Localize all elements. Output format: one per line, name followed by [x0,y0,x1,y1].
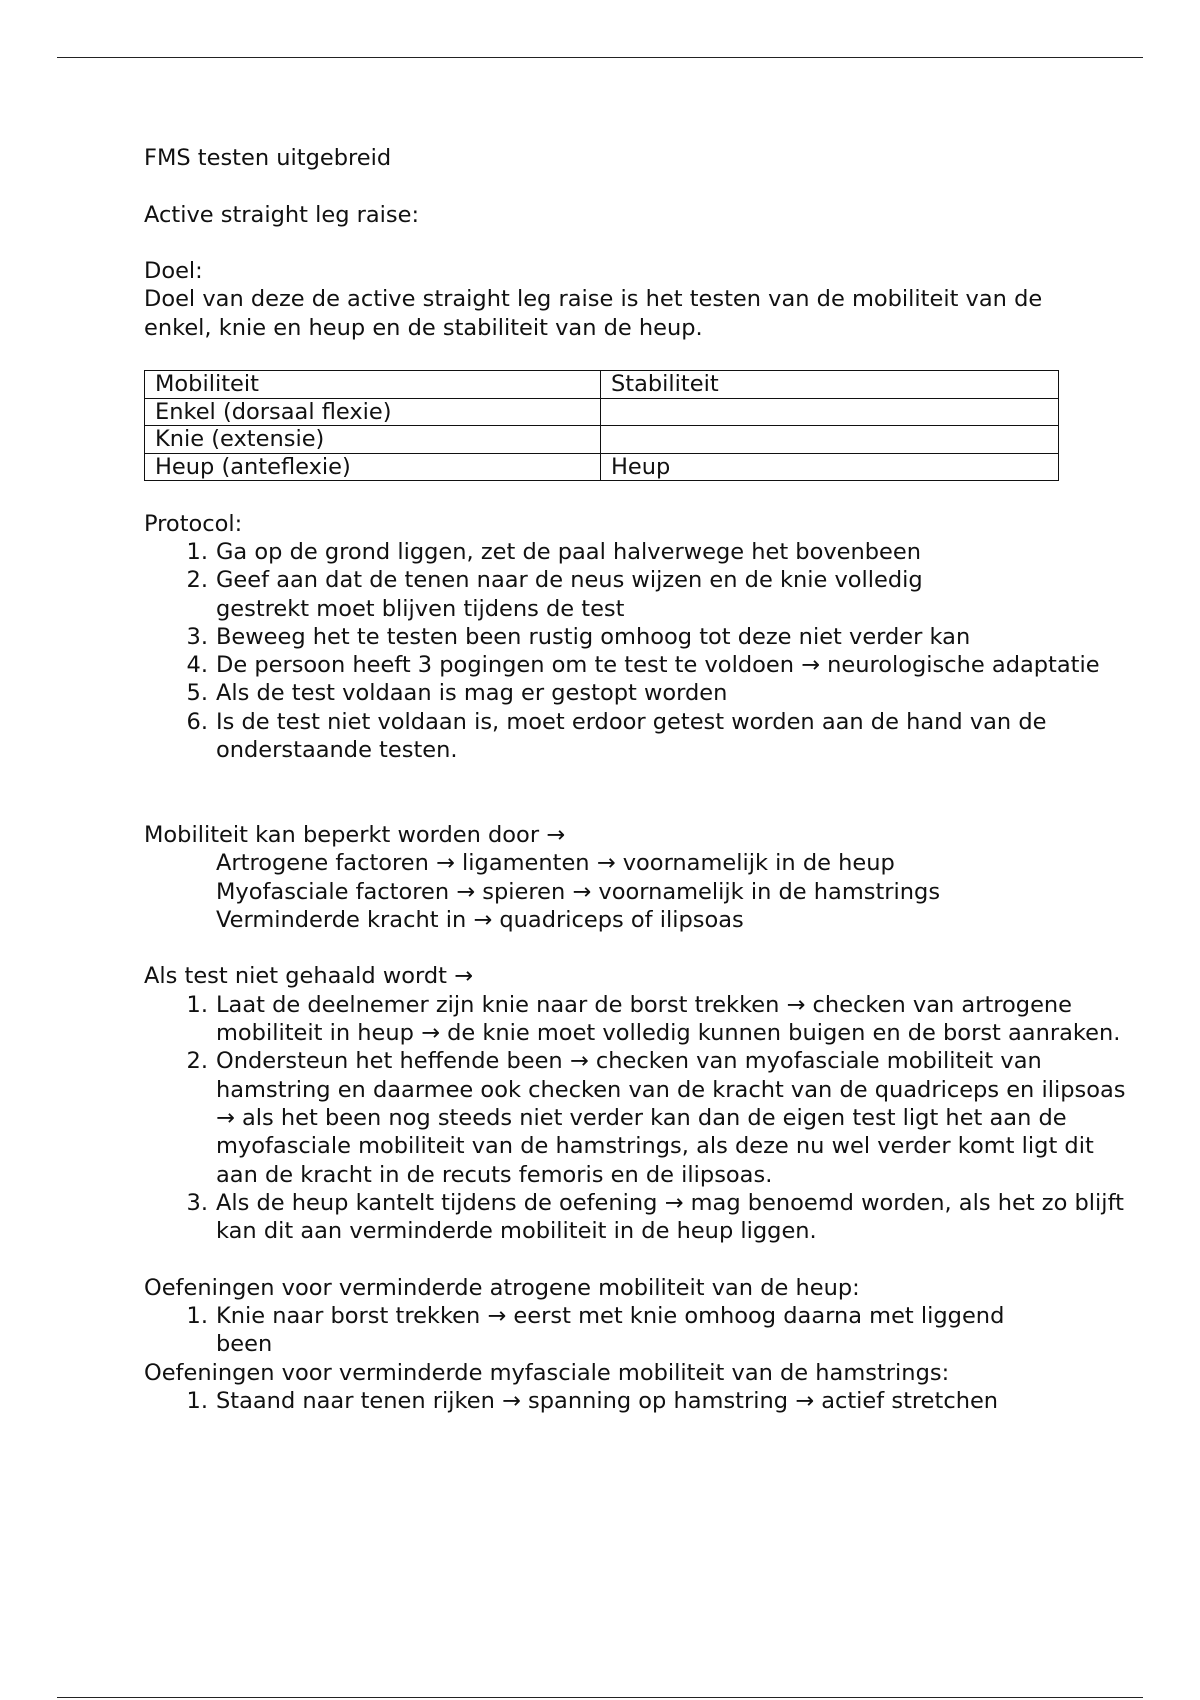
table-row [145,426,1059,454]
doel-label: Doel: [144,258,203,285]
mobility-stability-table [144,370,1059,481]
list-item: 5. Als de test voldaan is mag er gestopt worden [186,680,728,707]
exercises-hip-list [144,1302,1064,1359]
list-item: Verminderde kracht in → quadriceps of ilipsoas [216,906,744,933]
table-cell: Knie (extensie) [145,426,601,454]
list-item: 1. Knie naar borst trekken → eerst met knie omhoog daarna met liggend been [186,1302,1005,1358]
list-item: Artrogene factoren → ligamenten → voornamelijk in de heup [216,850,895,877]
header-rule [57,57,1143,58]
list-item: 3. Als de heup kantelt tijdens de oefening → mag benoemd worden, als het zo blijft kan dit aan verminderde mobiliteit in de heup liggen. [186,1189,1124,1245]
doel-text: Doel van deze de active straight leg raise is het testen van de mobiliteit van de enkel, knie en heup en de stabiliteit van de heup. [144,286,1043,341]
list-item: 1. Staand naar tenen rijken → spanning op hamstring → actief stretchen [186,1387,999,1414]
footer-rule [57,1697,1143,1698]
list-item: 2. Ondersteun het heffende been → checken van myofasciale mobiliteit van hamstring en daarmee ook checken van de kracht van de quadriceps en ilipsoas → als het been nog steeds niet verder kan dan de eigen test ligt het aan de myofasciale mobiliteit van de hamstrings, als deze nu wel verder komt ligt dit aan de kracht in de recuts femoris en de ilipsoas. [186,1048,1126,1188]
exercises-hamstrings-label: Oefeningen voor verminderde myfasciale mobiliteit van de hamstrings: [144,1359,950,1386]
section-heading: Active straight leg raise: [144,201,420,228]
table-header-cell: Mobiliteit [145,371,601,399]
table-cell: Heup [601,453,1059,481]
list-item: 1. Laat de deelnemer zijn knie naar de borst trekken → checken van artrogene mobiliteit in heup → de knie moet volledig kunnen buigen en de borst aanraken. [186,991,1121,1047]
table-cell: Heup (anteflexie) [145,453,601,481]
list-item: 3. Beweeg het te testen been rustig omhoog tot deze niet verder kan [186,623,971,650]
protocol-label: Protocol: [144,510,243,537]
document-body [144,144,1126,1415]
table-cell [601,426,1059,454]
protocol-list [144,538,1100,764]
table-header-row [145,371,1059,399]
exercises-hamstrings-list [144,1387,1064,1415]
table-cell [601,398,1059,426]
table-row [145,453,1059,481]
list-item: 2. Geef aan dat de tenen naar de neus wijzen en de knie volledig gestrekt moet blijven tijdens de test [186,567,923,622]
document-title: FMS testen uitgebreid [144,145,392,171]
list-item: 1. Ga op de grond liggen, zet de paal halverwege het bovenbeen [186,538,921,565]
not-passed-list [144,991,1126,1246]
table-row [145,398,1059,426]
exercises-hip-label: Oefeningen voor verminderde atrogene mobiliteit van de heup: [144,1274,860,1301]
not-passed-label: Als test niet gehaald wordt → [144,963,473,990]
list-item: 4. De persoon heeft 3 pogingen om te test te voldoen → neurologische adaptatie [186,652,1100,679]
table-cell: Enkel (dorsaal flexie) [145,398,601,426]
table-header-cell: Stabiliteit [601,371,1059,399]
list-item: Myofasciale factoren → spieren → voornamelijk in de hamstrings [216,878,941,905]
mobility-limit-label: Mobiliteit kan beperkt worden door → [144,821,566,848]
list-item: 6. Is de test niet voldaan is, moet erdoor getest worden aan de hand van de onderstaande testen. [186,708,1047,764]
